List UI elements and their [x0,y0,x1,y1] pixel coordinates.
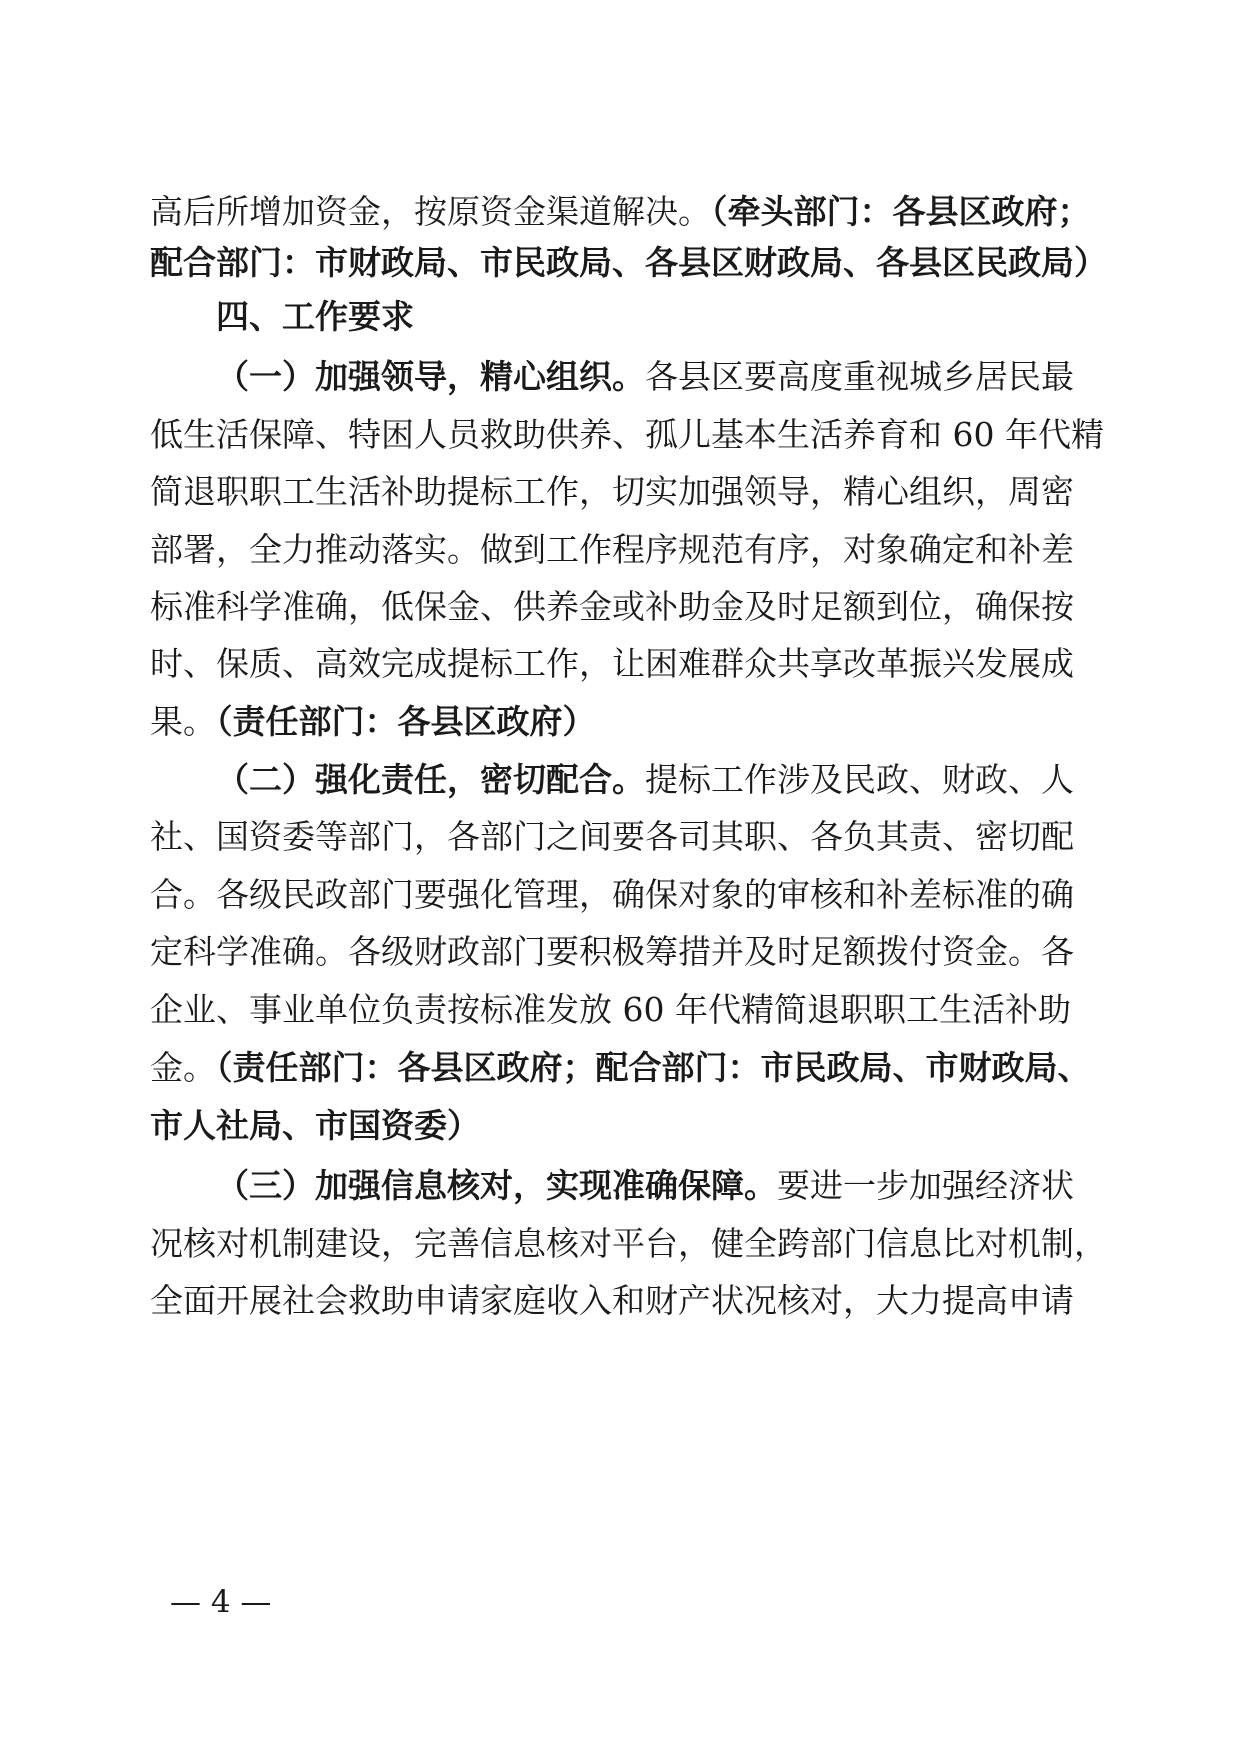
text-segment: 各县区要高度重视城乡居民最 [645,357,1074,396]
text-line [216,289,1070,345]
text-line [216,1158,1074,1214]
bold-text-segment: （责任部门：各县区政府；配合部门：市民政局、市财政局、 [216,1048,1091,1087]
bold-text-segment: （二）强化责任，密切配合。 [216,760,645,799]
bold-text-segment: （牵头部门：各县区政府； [711,192,1091,231]
text-segment: 合。各级民政部门要强化管理，确保对象的审核和补差标准的确 [150,875,1074,914]
text-line [150,1273,1074,1329]
text-segment: 时、保质、高效完成提标工作，让困难群众共享改革振兴发展成 [150,644,1074,683]
text-line [150,579,1074,635]
text-line [150,1040,1091,1096]
text-segment: 提标工作涉及民政、财政、人 [645,760,1074,799]
text-segment: 部署，全力推动落实。做到工作程序规范有序，对象确定和补差 [150,530,1074,569]
text-segment: 全面开展社会救助申请家庭收入和财产状况核对，大力提高申请 [150,1281,1074,1320]
page-number: — 4 — [170,1584,272,1620]
bold-text-segment: （三）加强信息核对，实现准确保障。 [216,1166,777,1205]
bold-text-segment: （责任部门：各县区政府） [216,702,596,741]
text-line [150,694,1070,750]
bold-text-segment: 市人社局、市国资委） [150,1106,480,1145]
text-segment: 金。 [150,1048,216,1087]
text-line [150,464,1074,520]
text-line [150,1098,1070,1154]
text-line [150,636,1074,692]
text-segment: 果。 [150,702,216,741]
text-segment: 高后所增加资金，按原资金渠道解决。 [150,192,711,231]
text-line [216,349,1074,405]
text-segment: 定科学准确。各级财政部门要积极筹措并及时足额拨付资金。各 [150,932,1074,971]
text-line [150,235,1107,291]
text-line [150,982,1070,1038]
text-segment: 社、国资委等部门，各部门之间要各司其职、各负其责、密切配 [150,817,1074,856]
text-segment: 企业、事业单位负责按标准发放 60 年代精简退职职工生活补助 [150,990,1071,1029]
text-segment: 要进一步加强经济状 [777,1166,1074,1205]
text-segment: 况核对机制建设，完善信息核对平台，健全跨部门信息比对机制， [150,1224,1107,1263]
text-line [150,407,1104,463]
section-heading: 四、工作要求 [216,297,414,336]
text-line [150,924,1074,980]
text-line [150,184,1091,240]
text-line [150,1216,1107,1272]
text-line [150,867,1074,923]
bold-text-segment: （一）加强领导，精心组织。 [216,357,645,396]
text-line [150,522,1074,578]
bold-text-segment: 配合部门：市财政局、市民政局、各县区财政局、各县区民政局） [150,243,1107,282]
text-segment: 简退职职工生活补助提标工作，切实加强领导，精心组织，周密 [150,472,1074,511]
text-segment: 低生活保障、特困人员救助供养、孤儿基本生活养育和 60 年代精 [150,415,1104,454]
text-line [216,752,1074,808]
text-segment: 标准科学准确，低保金、供养金或补助金及时足额到位，确保按 [150,587,1074,626]
text-line [150,809,1074,865]
